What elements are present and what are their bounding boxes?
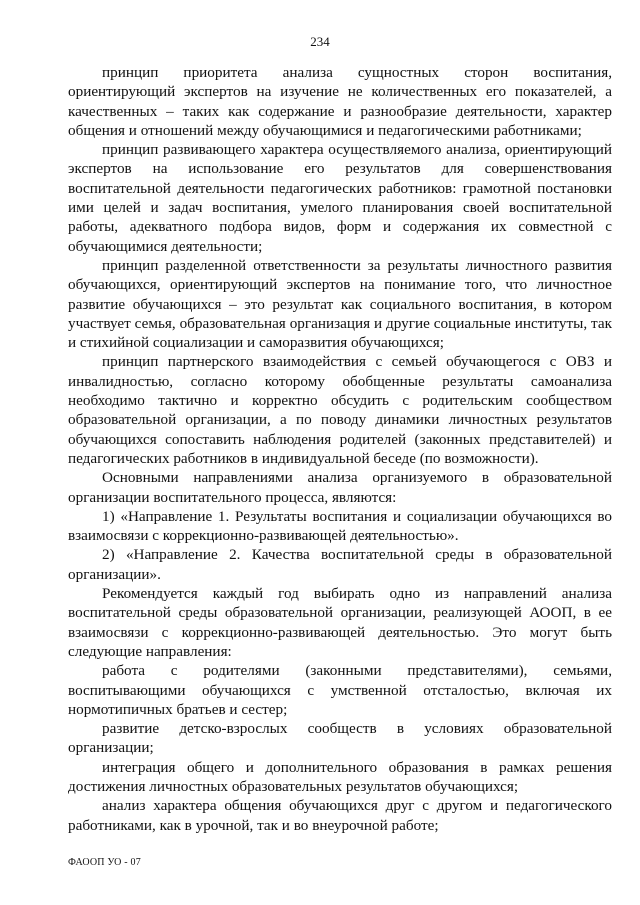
paragraph-direction-2: 2) «Направление 2. Качества воспитательной среды в образовательной организации». (68, 546, 612, 583)
footer-code: ФАООП УО - 07 (68, 857, 141, 868)
page-number: 234 (310, 34, 330, 49)
paragraph-principle-priority: принцип приоритета анализа сущностных сторон воспитания, ориентирующий экспертов на изучение не количественных его показателей, а качественных – таких как содержание и разнообразие деятельности, характер общения и отношений между обучающимися и педагогическими работниками; (68, 64, 612, 139)
paragraph-integration: интеграция общего и дополнительного образования в рамках решения достижения личностных образовательных результатов обучающихся; (68, 758, 612, 795)
body-text (68, 63, 612, 835)
paragraph-work-with-parents: работа с родителями (законными представителями), семьями, воспитывающими обучающихся с умственной отсталостью, включая их нормотипичных братьев и сестер; (68, 662, 612, 718)
paragraph-direction-1: 1) «Направление 1. Результаты воспитания и социализации обучающихся во взаимосвязи с коррекционно-развивающей деятельностью». (68, 507, 612, 545)
paragraph-principle-developing: принцип развивающего характера осуществляемого анализа, ориентирующий экспертов на использование его результатов для совершенствования воспитательной деятельности педагогических работников: грамотной постановки ими целей и задач воспитания, умелого планирования своей воспитательной работы, адекватного подбора видов, форм и содержания их совместной с обучающимися деятельности; (68, 141, 612, 255)
paragraph-principle-shared-responsibility: принцип разделенной ответственности за результаты личностного развития обучающихся, ориентирующий экспертов на понимание того, что личностное развитие обучающихся – это результат как социального воспитания, в котором участвует семья, образовательная организация и другие социальные институты, так и стихийной социализации и саморазвития обучающихся; (68, 256, 612, 352)
paragraph-main-directions: Основными направлениями анализа организуемого в образовательной организации воспитательного процесса, являются: (68, 469, 612, 506)
paragraph-communication-analysis: анализ характера общения обучающихся друг с другом и педагогического работниками, как в урочной, так и во внеурочной работе; (68, 797, 612, 834)
paragraph-communities: развитие детско-взрослых сообществ в условиях образовательной организации; (68, 720, 612, 757)
paragraph-recommendation: Рекомендуется каждый год выбирать одно из направлений анализа воспитательной среды образовательной организации, реализующей АООП, в ее взаимосвязи с коррекционно-развивающей деятельностью. Это могут быть следующие направления: (68, 585, 612, 660)
paragraph-principle-partnership: принцип партнерского взаимодействия с семьей обучающегося с ОВЗ и инвалидностью, согласно которому обобщенные результаты самоанализа необходимо тактично и корректно обсудить с родительским сообществом образовательной организации, а по поводу динамики личностных результатов обучающихся сопоставить наблюдения родителей (законных представителей) и педагогических работников в индивидуальной беседе (по возможности). (68, 353, 612, 467)
